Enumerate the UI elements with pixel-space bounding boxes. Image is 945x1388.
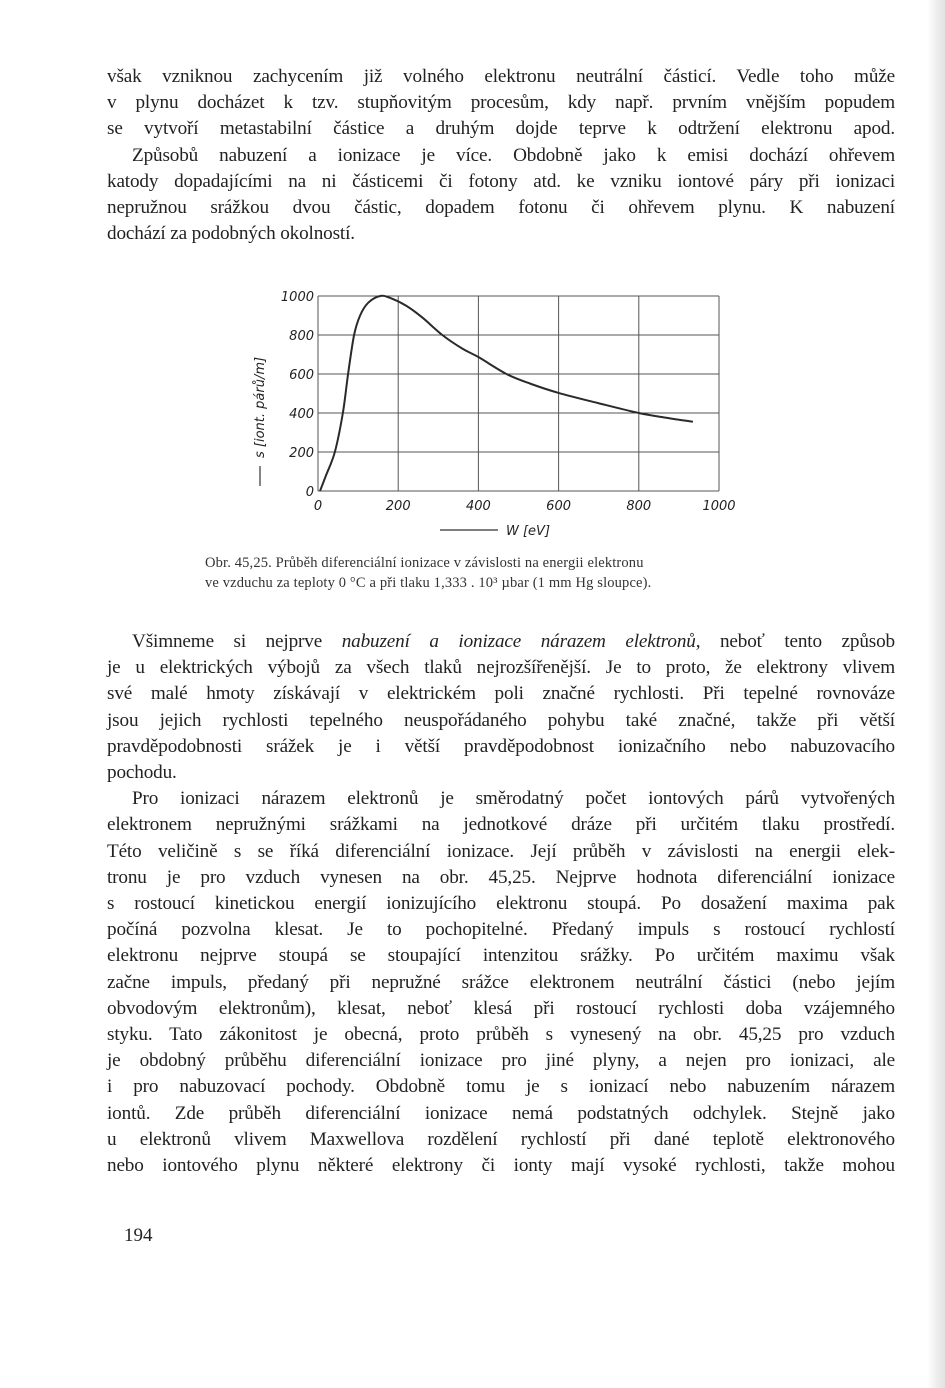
- paragraph-1: [107, 64, 895, 143]
- text-line: se vytvoří metastabilní částice a druhým dojde teprve k odtržení elektronu apod.: [107, 118, 895, 140]
- text-line: i pro nabuzovací pochody. Obdobně tomu je s ionizací nebo nabuzením nárazem: [107, 1076, 895, 1098]
- text-line: je u elektrických výbojů za všech tlaků nejrozšířenější. Je to proto, že elektrony vlivem: [107, 657, 895, 679]
- text-line: elektronu nejprve stoupá se stoupající intenzitou srážky. Po určitém maximu však: [107, 945, 895, 967]
- y-axis-label: [253, 357, 268, 486]
- text-line: Této veličině s se říká diferenciální ionizace. Její průběh v závislosti na energii elek-: [107, 840, 895, 862]
- text-line: Způsobů nabuzení a ionizace je více. Obdobně jako k emisi dochází ohřevem: [132, 144, 895, 166]
- caption-line-2: ve vzduchu za teploty 0 °C a při tlaku 1,333 . 10³ µbar (1 mm Hg sloupce).: [205, 575, 652, 591]
- text-line: katody dopadajícími na ni částicemi či fotony atd. ke vzniku iontové páry při ionizaci: [107, 170, 895, 192]
- ionization-chart: [240, 272, 760, 552]
- body-text-block: [107, 629, 895, 1179]
- x-tick-label: 1000: [702, 499, 736, 514]
- text-run: Všimneme si nejprve: [132, 631, 342, 652]
- text-line: pravděpodobnosti srážek je i větší pravděpodobnost ionizačního nebo nabuzovacího: [107, 735, 895, 757]
- text-line: pochodu.: [107, 762, 177, 784]
- text-line: nebo iontového plynu některé elektrony či ionty mají vysoké rychlosti, takže mohou: [107, 1155, 895, 1177]
- caption-line-1: Obr. 45,25. Průběh diferenciální ionizace v závislosti na energii elektronu: [205, 555, 644, 571]
- text-line: dochází za podobných okolností.: [107, 223, 355, 245]
- text-line: však vzniknou zachycením již volného elektronu neutrální částicí. Vedle toho může: [107, 66, 895, 87]
- paragraph-2: [107, 143, 895, 248]
- y-tick-label: 400: [289, 407, 314, 422]
- x-tick-label: 200: [385, 499, 411, 514]
- y-tick-label: 0: [305, 485, 314, 500]
- y-tick-label: 600: [289, 368, 314, 383]
- text-line: s rostoucí kinetickou energií ionizujícího elektronu stoupá. Po dosažení maxima pak: [107, 893, 895, 915]
- text-line: nepružnou srážkou dvou částic, dopadem fotonu či ohřevem plynu. K nabuzení: [107, 197, 895, 219]
- text-line: tronu je pro vzduch vynesen na obr. 45,25. Nejprve hodnota diferenciální ionizace: [107, 866, 895, 888]
- page-number: 194: [124, 1225, 153, 1246]
- paragraph-4: [107, 786, 895, 1179]
- text-line: začne impuls, předaný při nepružné srážce elektronem neutrální částici (nebo jejím: [107, 971, 895, 993]
- x-tick-label: 400: [465, 499, 491, 514]
- text-line: je obdobný průběhu diferenciální ionizace pro jiné plyny, a nejen pro ionizaci, ale: [107, 1050, 895, 1072]
- top-text-block: [107, 64, 895, 247]
- text-line: iontů. Zde průběh diferenciální ionizace nemá podstatných odchylek. Stejně jako: [107, 1102, 895, 1124]
- x-tick-label: 0: [313, 499, 323, 514]
- text-line: své malé hmoty získávají v elektrickém poli značné rychlosti. Při tepelné rovnováze: [107, 683, 895, 705]
- text-line: v plynu docházet k tzv. stupňovitým procesům, kdy např. prvním vnějším popudem: [107, 92, 895, 114]
- y-axis-label-text: s [iont. párů/m]: [253, 356, 268, 458]
- page-gutter-shadow: [927, 0, 945, 1388]
- x-axis-ticks: [314, 499, 736, 514]
- x-tick-label: 800: [626, 499, 652, 514]
- paragraph-3: [107, 629, 895, 786]
- y-axis-ticks: [281, 290, 314, 500]
- x-tick-label: 600: [546, 499, 572, 514]
- ionization-curve: [320, 296, 693, 491]
- x-axis-label-text: W [eV]: [506, 524, 551, 539]
- text-line: počíná pozvolna klesat. Je to pochopitelné. Předaný impuls s rostoucí rychlostí: [107, 919, 895, 941]
- y-tick-label: 800: [289, 329, 314, 344]
- figure-45-25-chart: [240, 272, 760, 552]
- text-run: , neboť tento způsob: [695, 631, 895, 652]
- figure-caption: [205, 553, 805, 593]
- y-tick-label: 200: [289, 446, 314, 461]
- text-line: [107, 629, 895, 655]
- text-line: obvodovým elektronům), klesat, neboť klesá při rostoucí rychlosti doba vzájemného: [107, 997, 895, 1019]
- text-line: styku. Tato zákonitost je obecná, proto průběh s vynesený na obr. 45,25 pro vzduch: [107, 1024, 895, 1046]
- emphasized-term: nabuzení a ionizace nárazem elektronů: [341, 631, 696, 652]
- text-line: elektronem nepružnými srážkami na jednotkové dráze při určitém tlaku prostředí.: [107, 814, 895, 836]
- y-tick-label: 1000: [280, 290, 314, 305]
- x-axis-label: [440, 524, 550, 539]
- chart-grid: [318, 296, 719, 491]
- text-line: jsou jejich rychlosti tepelného neuspořádaného pohybu také značné, takže při větší: [107, 709, 895, 731]
- text-line: u elektronů vlivem Maxwellova rozdělení rychlostí při dané teplotě elektronového: [107, 1128, 895, 1150]
- text-line: Pro ionizaci nárazem elektronů je směrodatný počet iontových párů vytvořených: [132, 788, 895, 810]
